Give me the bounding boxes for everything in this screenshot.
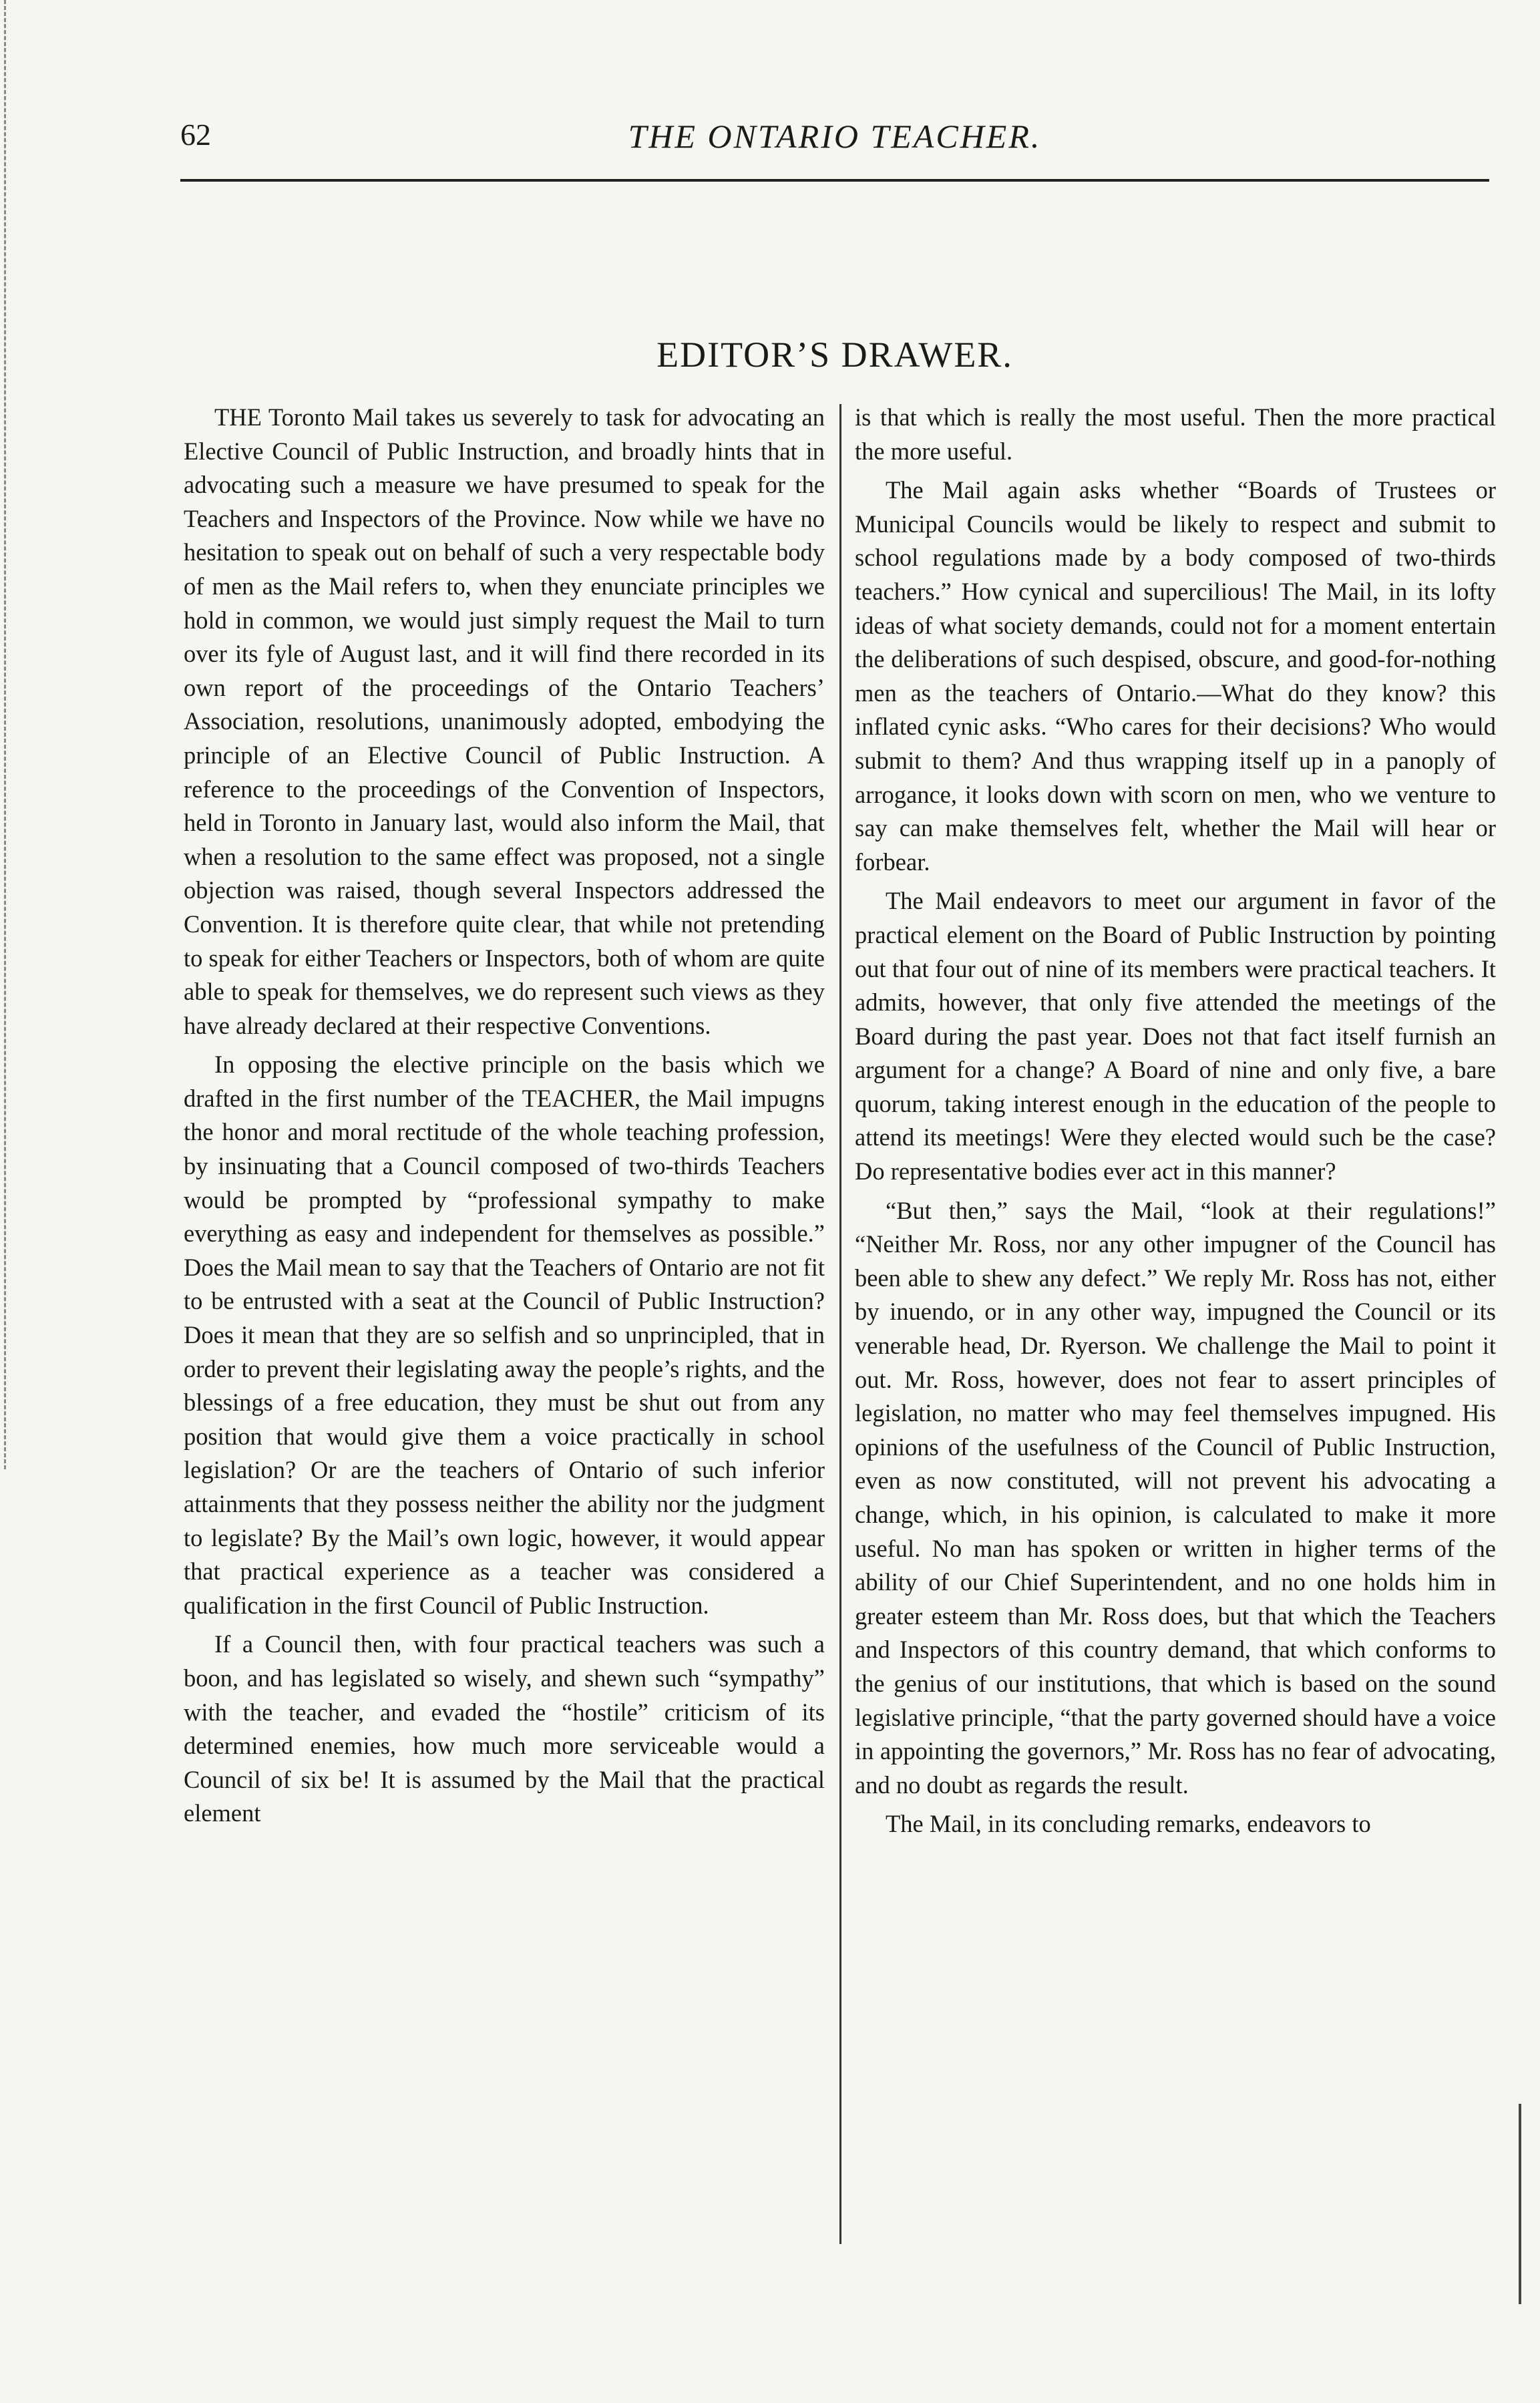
- paragraph: is that which is really the most useful. Then the more practical the more useful.: [855, 403, 1496, 465]
- running-title: THE ONTARIO TEACHER.: [628, 118, 1042, 155]
- paragraph: “But then,” says the Mail, “look at their regulations!” “Neither Mr. Ross, nor any other impugner of the Council has been able to shew any defect.” We reply Mr. Ross has not, either by inuendo, or in any other way, impugned the Council or its venerable head, Dr. Ryerson. We challenge the Mail to point it out. Mr. Ross, however, does not fear to assert principles of legislation, no matter who may feel themselves impugned. His opinions of the usefulness of the Council of Public Instruction, even as now constituted, will not prevent his advocating a change, which, in his opinion, is calculated to make it more useful. No man has spoken or written in higher terms of the ability of our Chief Superintendent, and no one holds him in greater esteem than Mr. Ross does, but that which the Teachers and Inspectors of this country demand, that which conforms to the genius of our institutions, that which is based on the sound legislative principle, “that the party governed should have a voice in appointing the governors,” Mr. Ross has no fear of advocating, and no doubt as regards the result.: [855, 1196, 1496, 1799]
- paragraph: The Mail endeavors to meet our argument in favor of the practical element on the Board of Public Instruction by pointing out that four out of nine of its members were practical teachers. It admits, however, that only five attended the meetings of the Board during the past year. Does not that fact itself furnish an argument for a change? A Board of nine and only five, a bare quorum, taking interest enough in the education of the people to attend its meetings! Were they elected would such be the case? Do representative bodies ever act in this manner?: [855, 887, 1496, 1185]
- scan-edge-mark: [4, 0, 6, 1469]
- section-title: EDITOR’S DRAWER.: [656, 335, 1013, 375]
- page-header: [180, 117, 1489, 164]
- paragraph: The Mail again asks whether “Boards of Trustees or Municipal Councils would be likely to respect and submit to school regulations made by a body composed of two-thirds teachers.” How cynical and supercilious! The Mail, in its lofty ideas of what society demands, could not for a moment entertain the deliberations of such despised, obscure, and good-for-nothing men as the teachers of Ontario.—What do they know? this inflated cynic asks. “Who cares for their decisions? Who would submit to them? And thus wrapping itself up in a panoply of arrogance, it looks down with scorn on men, who we venture to say can make themselves felt, whether the Mail will hear or forbear.: [855, 476, 1496, 876]
- header-rule: [180, 179, 1489, 182]
- right-column: [855, 401, 1496, 1847]
- scan-edge-mark-right: [1519, 2104, 1521, 2304]
- paragraph: In opposing the elective principle on the basis which we drafted in the first number of the TEACHER, the Mail impugns the honor and moral rectitude of the whole teaching profession, by insinuating that a Council composed of two-thirds Teachers would be prompted by “professional sympathy to make everything as easy and independent for themselves as possible.” Does the Mail mean to say that the Teachers of Ontario are not fit to be entrusted with a seat at the Council of Public Instruction? Does it mean that they are so selfish and so unprincipled, that in order to prevent their legislating away the people’s rights, and the blessings of a free education, they must be shut out from any position that would give them a voice practically in school legislation? Or are the teachers of Ontario of such inferior attainments that they possess neither the ability nor the judgment to legislate? By the Mail’s own logic, however, it would appear that practical experience as a teacher was considered a qualification in the first Council of Public Instruction.: [184, 1051, 825, 1619]
- left-column: [184, 401, 825, 1836]
- column-divider: [839, 404, 841, 2244]
- page-number: 62: [180, 118, 211, 152]
- paragraph: The Mail, in its concluding remarks, endeavors to: [886, 1810, 1371, 1838]
- paragraph: If a Council then, with four practical teachers was such a boon, and has legislated so wisely, and shewn such “sympathy” with the teacher, and evaded the “hostile” criticism of its determined enemies, how much more serviceable would a Council of six be! It is assumed by the Mail that the practical element: [184, 1630, 825, 1827]
- paragraph: THE Toronto Mail takes us severely to task for advocating an Elective Council of Public Instruction, and broadly hints that in advocating such a measure we have presumed to speak for the Teachers and Inspectors of the Province. Now while we have no hesitation to speak out on behalf of such a very respectable body of men as the Mail refers to, when they enunciate principles we hold in common, we would just simply request the Mail to turn over its fyle of August last, and it will find there recorded in its own report of the proceedings of the Ontario Teachers’ Association, resolutions, unanimously adopted, embodying the principle of an Elective Council of Public Instruction. A reference to the proceedings of the Convention of Inspectors, held in Toronto in January last, would also inform the Mail, that when a resolution to the same effect was proposed, not a single objection was raised, though several Inspectors addressed the Convention. It is therefore quite clear, that while not pretending to speak for either Teachers or Inspectors, both of whom are quite able to speak for themselves, we do represent such views as they have already declared at their respective Conventions.: [184, 403, 825, 1039]
